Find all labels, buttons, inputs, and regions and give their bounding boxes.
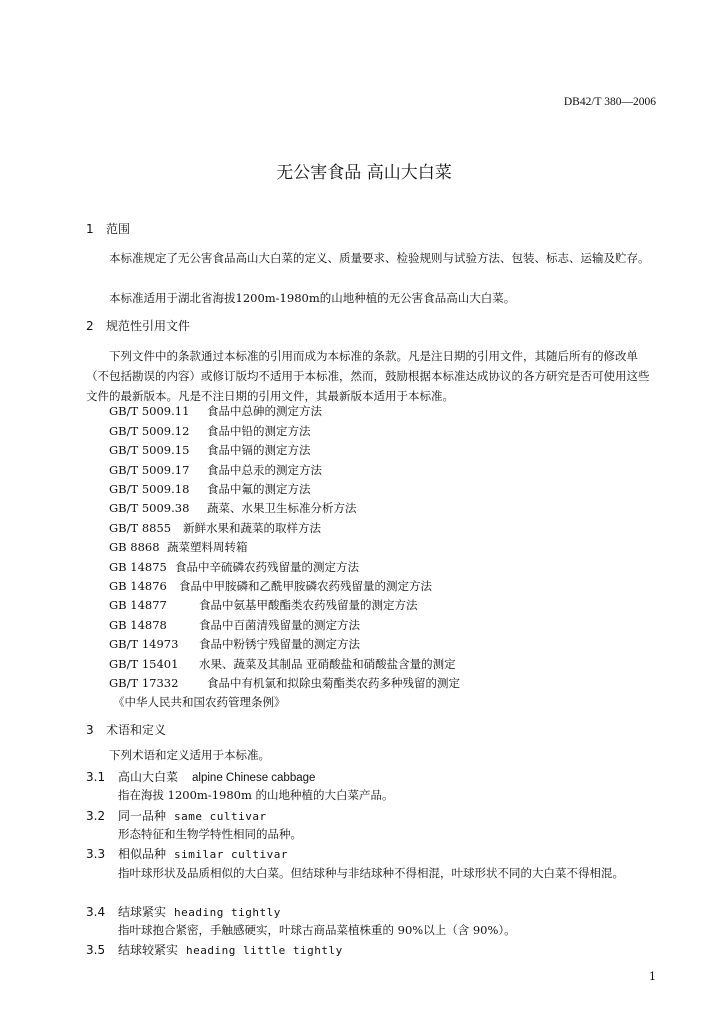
reference-item (109, 464, 322, 478)
reference-code: GB/T 8855 (109, 521, 172, 535)
term-english: similar cultivar (174, 848, 288, 861)
section-title: 术语和定义 (106, 723, 167, 737)
section-1-heading (86, 222, 130, 236)
reference-title: 食品中总砷的测定方法 (207, 404, 322, 418)
reference-item (109, 405, 322, 419)
page-title: 无公害食品 高山大白菜 (276, 163, 452, 183)
term-number: 3.4 (86, 905, 106, 919)
section-3-heading (86, 723, 166, 737)
reference-item (109, 425, 311, 439)
section-number: 1 (86, 222, 94, 236)
term-number: 3.2 (86, 809, 106, 823)
section-number: 3 (86, 723, 94, 737)
reference-item (109, 638, 360, 652)
page-number: 1 (649, 970, 656, 983)
reference-title: 食品中辛硫磷农药残留量的测定方法 (175, 560, 359, 574)
term-heading (86, 905, 281, 919)
term-chinese: 相似品种 (118, 847, 167, 861)
term-chinese: 同一品种 (118, 809, 167, 823)
term-definition: 指叶球抱合紧密，手触感硬实，叶球古商品菜植株重的 90%以上（含 90%）。 (118, 923, 516, 937)
reference-code: GB/T 5009.17 (109, 463, 190, 477)
term-heading (86, 770, 315, 786)
section-2-heading (86, 319, 190, 333)
reference-item (109, 658, 456, 672)
reference-item (109, 677, 460, 691)
reference-code: GB/T 5009.11 (109, 404, 190, 418)
reference-code: GB 14876 (109, 579, 167, 593)
reference-code: GB/T 17332 (109, 676, 179, 690)
reference-title: 食品中铅的测定方法 (207, 424, 311, 438)
term-number: 3.5 (86, 943, 106, 957)
term-heading (86, 847, 288, 861)
reference-code: GB/T 5009.15 (109, 443, 190, 457)
reference-title: 食品中总汞的测定方法 (207, 463, 322, 477)
term-english: same cultivar (174, 810, 267, 823)
reference-title: 蔬菜、水果卫生标准分析方法 (207, 501, 357, 515)
reference-code: GB/T 15401 (109, 657, 179, 671)
section-1-paragraph-2: 本标准适用于湖北省海拔1200m-1980m的山地种植的无公害食品高山大白菜。 (109, 291, 516, 305)
reference-title: 食品中镉的测定方法 (207, 443, 311, 457)
reference-code: GB/T 5009.12 (109, 424, 190, 438)
reference-title: 水果、蔬菜及其制品 亚硝酸盐和硝酸盐含量的测定 (199, 657, 456, 671)
reference-title: 食品中氟的测定方法 (207, 482, 311, 496)
term-english: alpine Chinese cabbage (192, 772, 316, 784)
term-chinese: 结球紧实 (118, 905, 167, 919)
reference-code: GB 8868 (109, 540, 160, 554)
reference-item (109, 561, 359, 575)
term-heading (86, 943, 343, 957)
term-number: 3.3 (86, 847, 106, 861)
section-3-intro: 下列术语和定义适用于本标准。 (109, 748, 270, 762)
reference-item (109, 541, 248, 555)
reference-title: 食品中甲胺磷和乙酰甲胺磷农药残留量的测定方法 (179, 579, 432, 593)
section-title: 规范性引用文件 (106, 319, 191, 333)
regulation-reference: 《中华人民共和国农药管理条例》 (113, 695, 286, 709)
reference-title: 蔬菜塑料周转箱 (167, 540, 248, 554)
term-heading (86, 809, 267, 823)
term-chinese: 结球较紧实 (118, 943, 179, 957)
term-chinese: 高山大白菜 (118, 770, 179, 784)
reference-item (109, 522, 321, 536)
reference-code: GB 14878 (109, 618, 167, 632)
section-1-paragraph-1: 本标准规定了无公害食品高山大白菜的定义、质量要求、检验规则与试验方法、包装、标志、运输及贮存。 (109, 251, 650, 265)
reference-item (109, 580, 432, 594)
term-definition: 指叶球形状及品质相似的大白菜。但结球种与非结球种不得相混，叶球形状不同的大白菜不得相混。 (118, 866, 624, 880)
reference-code: GB/T 14973 (109, 637, 179, 651)
reference-code: GB/T 5009.38 (109, 501, 190, 515)
term-english: heading tightly (174, 906, 281, 919)
reference-code: GB/T 5009.18 (109, 482, 190, 496)
reference-code: GB 14875 (109, 560, 167, 574)
section-2-intro: 下列文件中的条款通过本标准的引用而成为本标准的条款。凡是注日期的引用文件，其随后所有的修改单（不包括勘误的内容）或修订版均不适用于本标准，然而，鼓励根据本标准达成协议的各方研究是否可使用这些文件的最新版本。凡是不注日期的引用文件，其最新版本适用于本标准。 (86, 349, 650, 403)
reference-title: 食品中百菌清残留量的测定方法 (199, 618, 360, 632)
term-definition: 指在海拔 1200m-1980m 的山地种植的大白菜产品。 (118, 788, 394, 802)
document-number: DB42/T 380—2006 (563, 96, 656, 108)
reference-item (109, 502, 357, 516)
reference-title: 食品中粉锈宁残留量的测定方法 (199, 637, 360, 651)
term-english: heading little tightly (186, 944, 343, 957)
term-definition: 形态特征和生物学特性相同的品种。 (118, 827, 302, 841)
section-title: 范围 (106, 222, 131, 236)
reference-title: 食品中有机氯和拟除虫菊酯类农药多种残留的测定 (207, 676, 460, 690)
term-number: 3.1 (86, 770, 106, 784)
section-number: 2 (86, 319, 94, 333)
reference-item (109, 483, 311, 497)
reference-item (109, 619, 360, 633)
reference-code: GB 14877 (109, 598, 167, 612)
reference-item (109, 444, 311, 458)
reference-title: 新鲜水果和蔬菜的取样方法 (183, 521, 321, 535)
reference-item (109, 599, 418, 613)
reference-title: 食品中氨基甲酸酯类农药残留量的测定方法 (199, 598, 418, 612)
